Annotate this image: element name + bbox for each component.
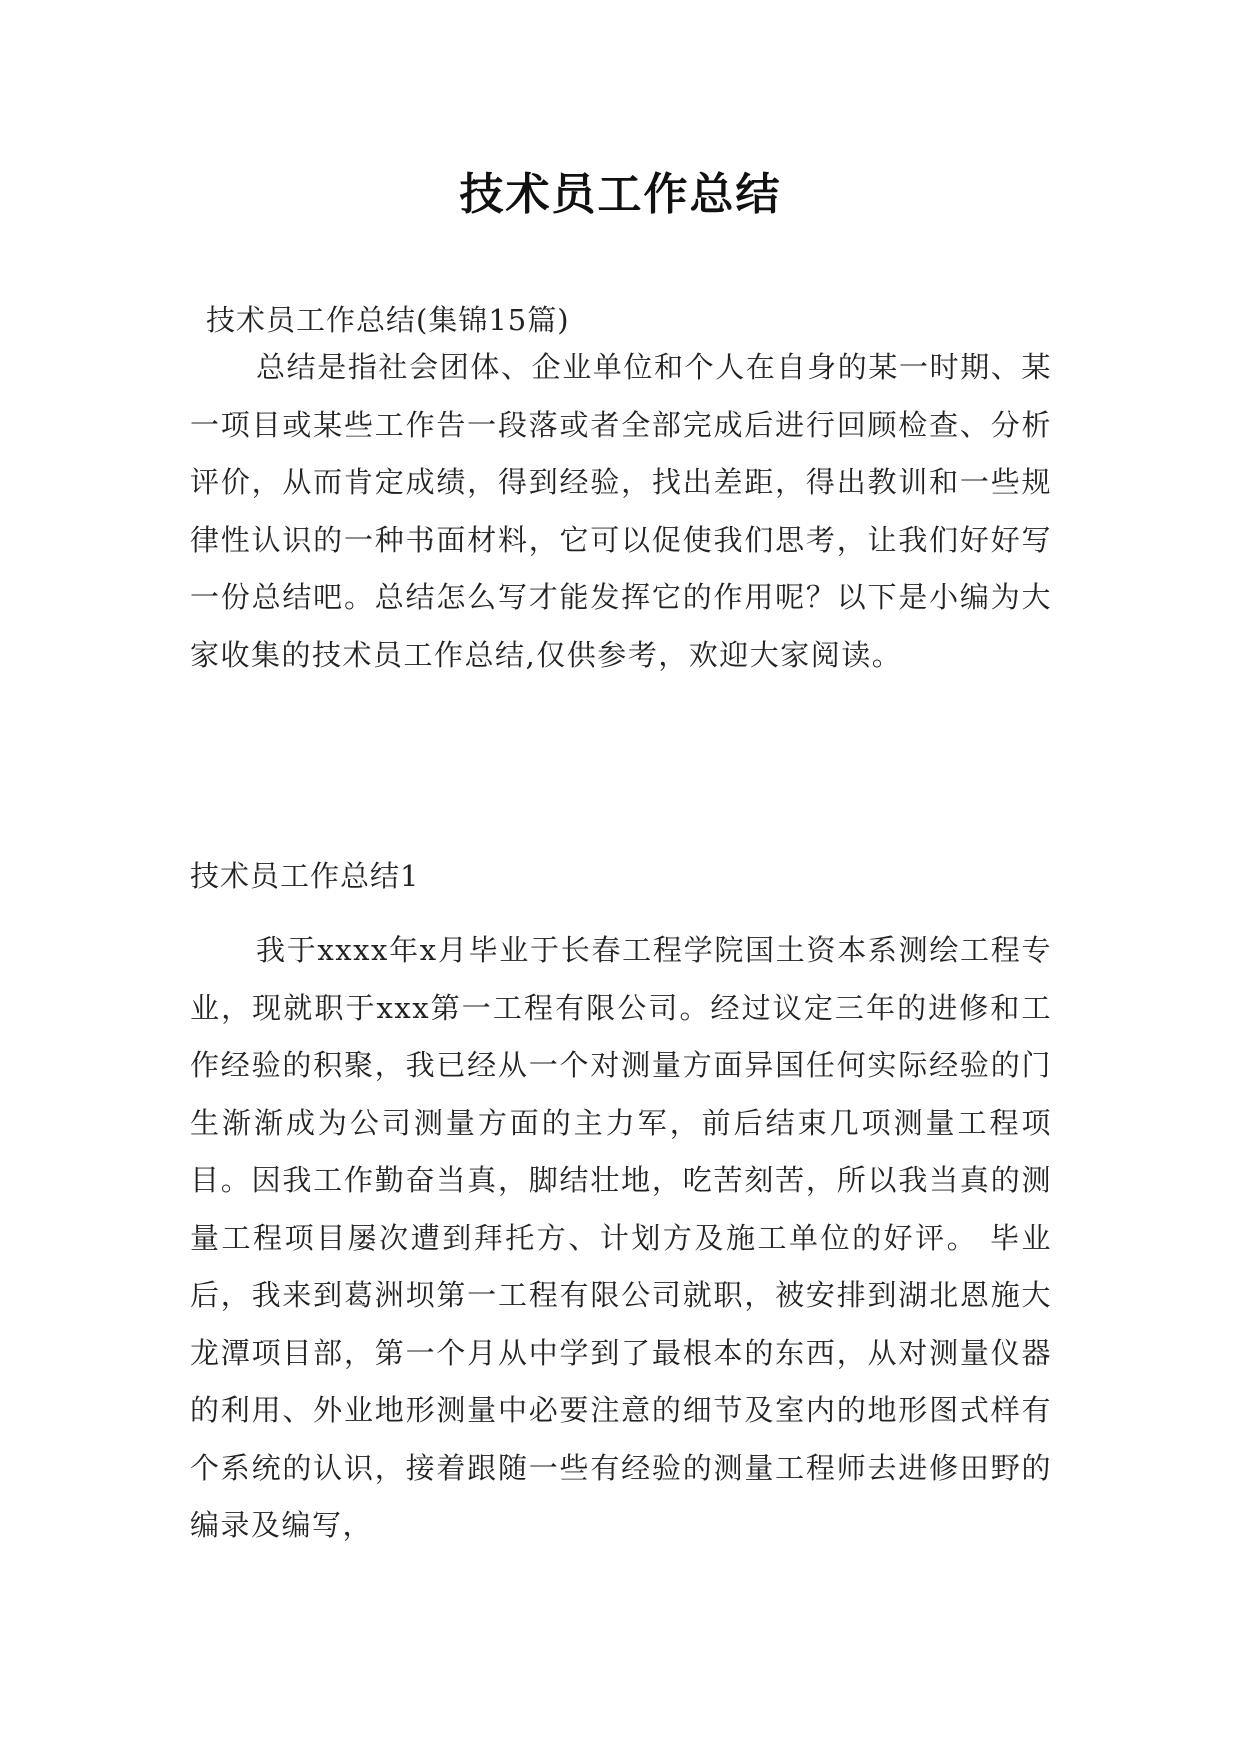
- intro-paragraph: 总结是指社会团体、企业单位和个人在自身的某一时期、某一项目或某些工作告一段落或者全部完成后进行回顾检查、分析评价，从而肯定成绩，得到经验，找出差距，得出教训和一些规律性认识的一种书面材料，它可以促使我们思考，让我们好好写一份总结吧。总结怎么写才能发挥它的作用呢？以下是小编为大家收集的技术员工作总结,仅供参考，欢迎大家阅读。: [190, 350, 1052, 672]
- section-body-paragraph: 我于xxxx年x月毕业于长春工程学院国土资本系测绘工程专业，现就职于xxx第一工程有限公司。经过议定三年的进修和工作经验的积聚，我已经从一个对测量方面异国任何实际经验的门生渐渐成为公司测量方面的主力军，前后结束几项测量工程项目。因我工作勤奋当真，脚结壮地，吃苦刻苦，所以我当真的测量工程项目屡次遭到拜托方、计划方及施工单位的好评。 毕业后，我来到葛洲坝第一工程有限公司就职，被安排到湖北恩施大龙潭项目部，第一个月从中学到了最根本的东西，从对测量仪器的利用、外业地形测量中必要注意的细节及室内的地形图式样有个系统的认识，接着跟随一些有经验的测量工程师去进修田野的编录及编写，: [190, 933, 1052, 1542]
- document-title: 技术员工作总结: [459, 169, 782, 220]
- section-1: [190, 859, 420, 893]
- section-heading: 技术员工作总结1: [190, 859, 420, 893]
- document-subtitle: 技术员工作总结(集锦15篇): [206, 303, 570, 337]
